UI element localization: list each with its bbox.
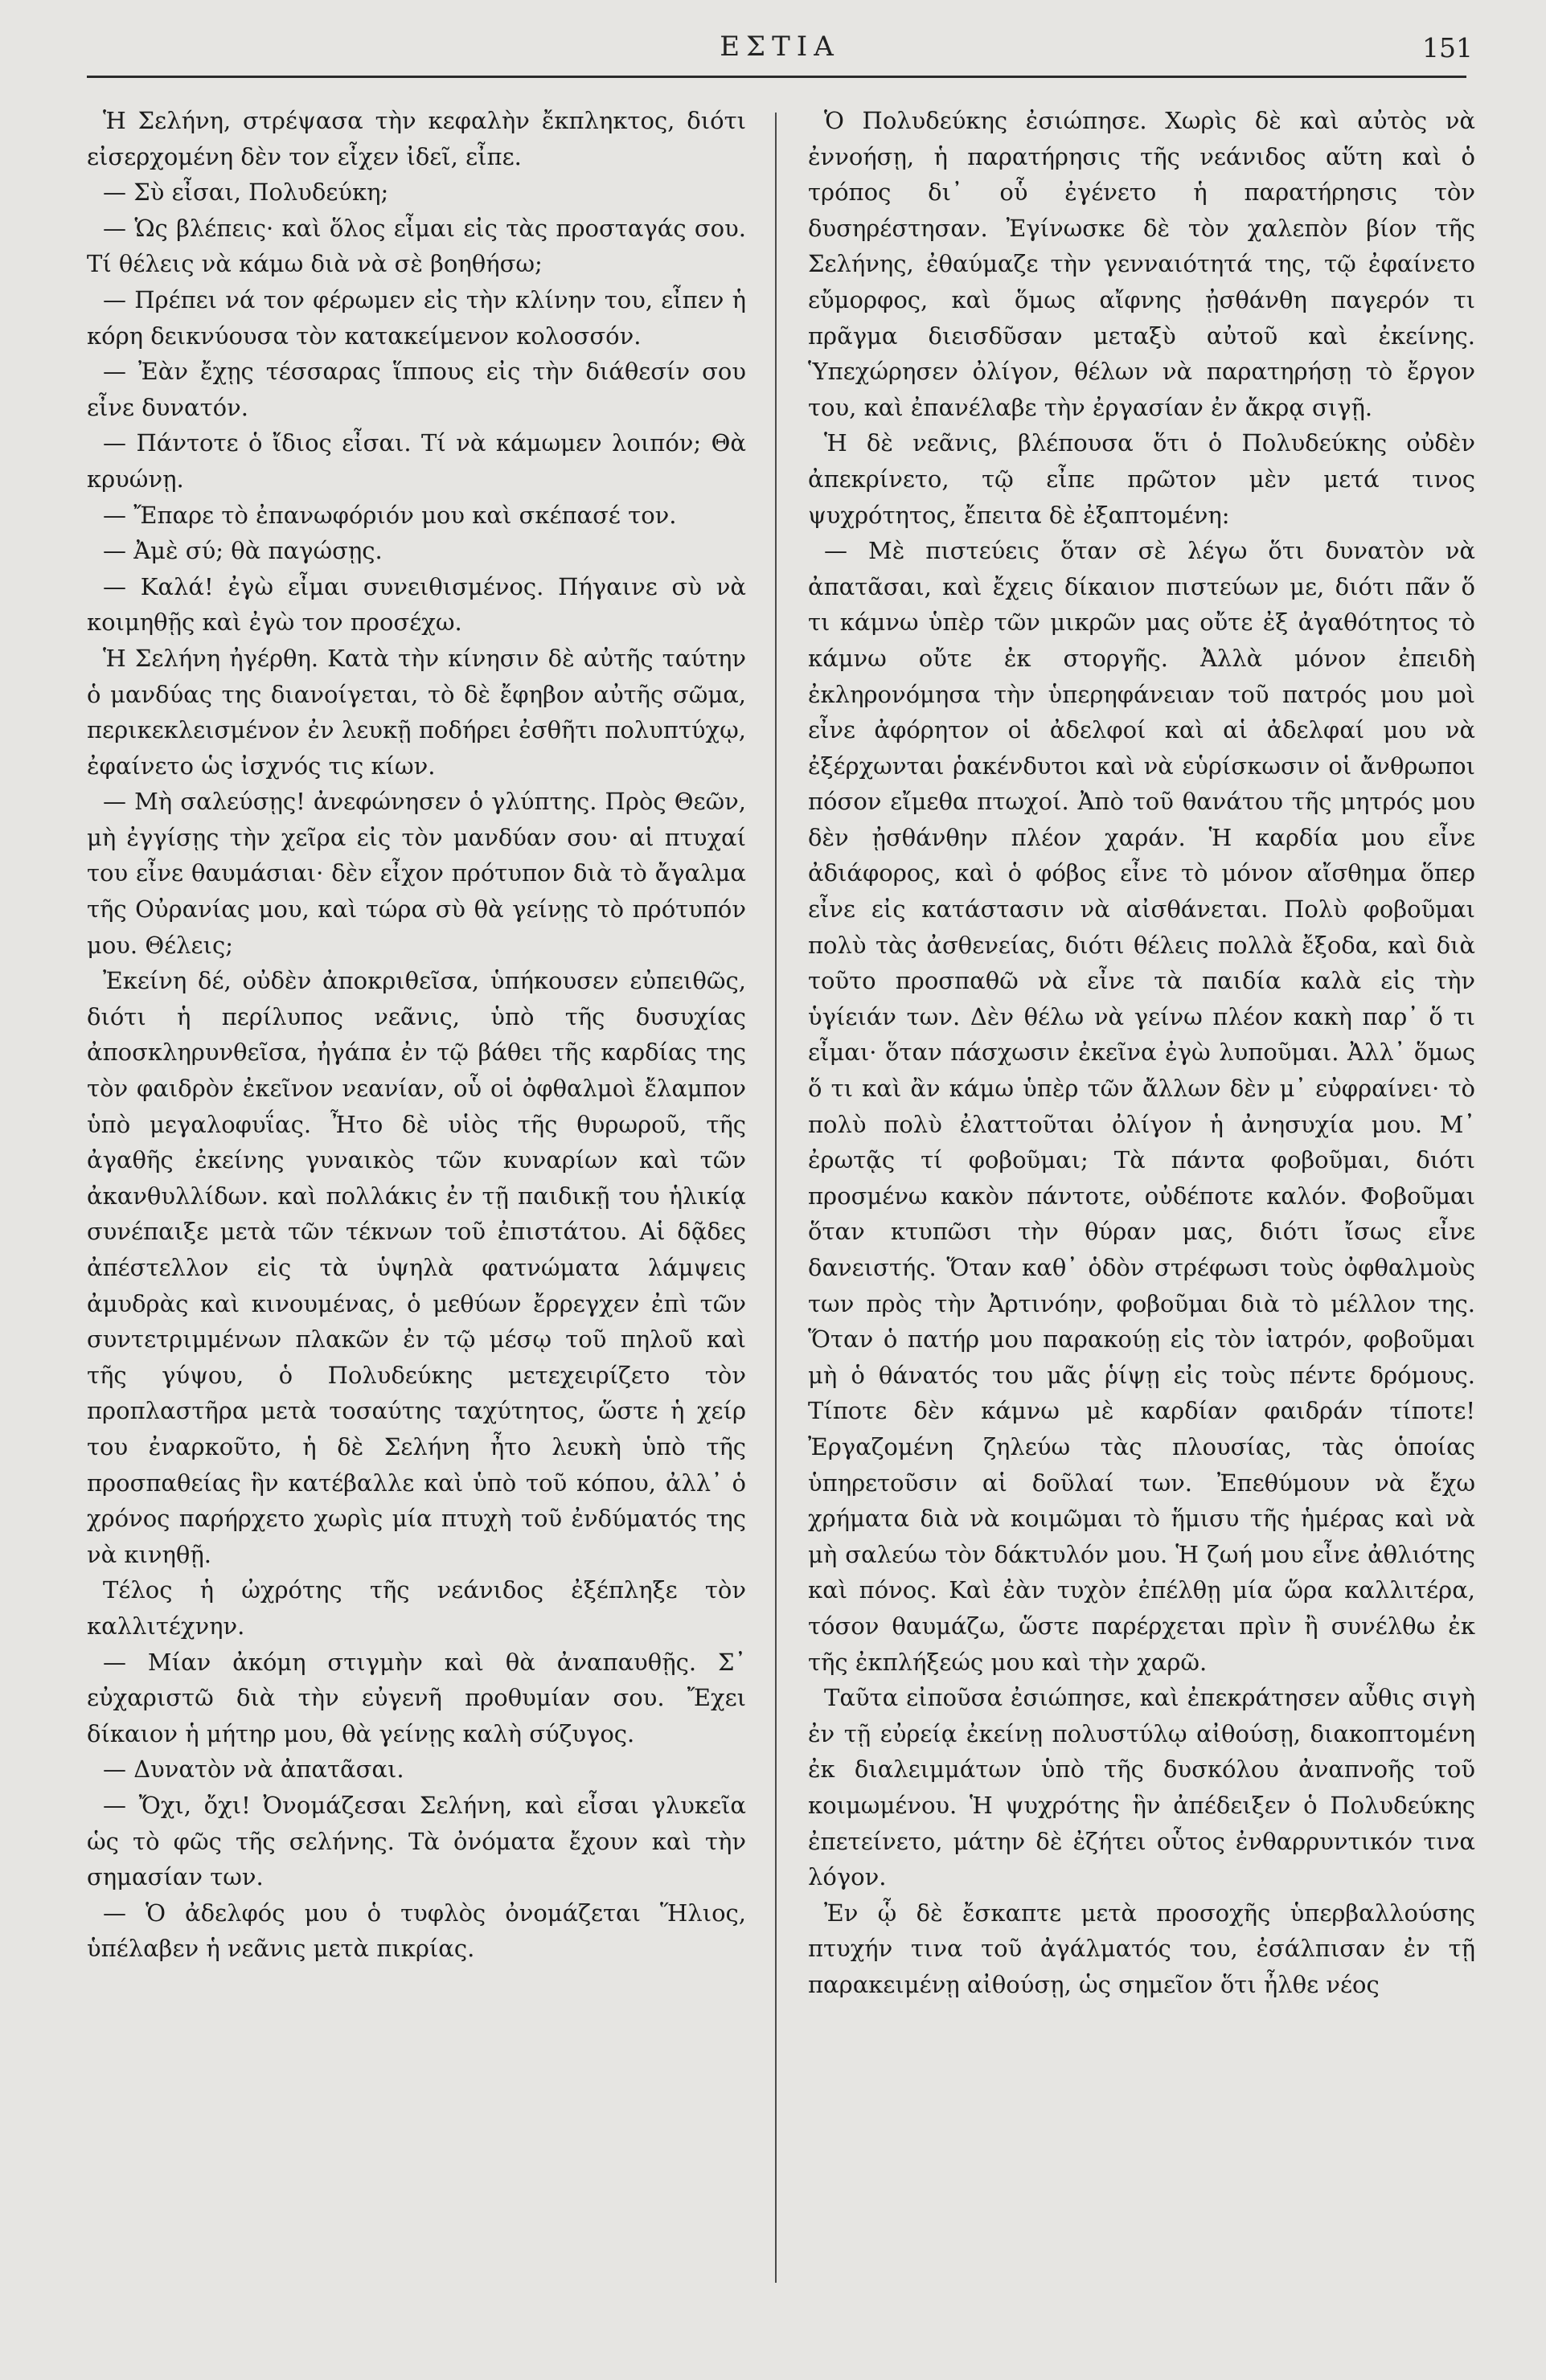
paragraph: Ἐν ᾧ δὲ ἔσκαπτε μετὰ προσοχῆς ὑπερβαλλούσης πτυχήν τινα τοῦ ἀγάλματός του, ἐσάλπισαν ἐν τῇ παρακειμένῃ αἰθούσῃ, ὡς σημεῖον ὅτι ἦλθε νέος (808, 1899, 1475, 1998)
paragraph: — Σὺ εἶσαι, Πολυδεύκη; (103, 178, 389, 207)
paragraph: Τέλος ἡ ὠχρότης τῆς νεάνιδος ἐξέπληξε τὸν καλλιτέχνην. (87, 1576, 746, 1640)
paragraph: — Πρέπει νά τον φέρωμεν εἰς τὴν κλίνην του, εἶπεν ἡ κόρη δεικνύουσα τὸν κατακείμενον κολοσσόν. (87, 285, 746, 350)
paragraph: Ταῦτα εἰποῦσα ἐσιώπησε, καὶ ἐπεκράτησεν αὖθις σιγὴ ἐν τῇ εὐρείᾳ ἐκείνῃ πολυστύλῳ αἰθούσῃ, διακοπτομένη ἐκ διαλειμμάτων ὑπὸ τῆς δυσκόλου ἀναπνοῆς τοῦ κοιμωμένου. Ἡ ψυχρότης ἣν ἀπέδειξεν ὁ Πολυδεύκης ἐπετείνετο, μάτην δὲ ἐζήτει οὗτος ἐνθαρρυντικόν τινα λόγον. (808, 1684, 1475, 1891)
header-rule (87, 76, 1466, 78)
paragraph: — Ἐὰν ἔχῃς τέσσαρας ἵππους εἰς τὴν διάθεσίν σου εἶνε δυνατόν. (87, 358, 746, 421)
paragraph: — Ὁ ἀδελφός μου ὁ τυφλὸς ὀνομάζεται Ἥλιος, ὑπέλαβεν ἡ νεᾶνις μετὰ πικρίας. (87, 1899, 746, 1963)
paragraph: Ἡ δὲ νεᾶνις, βλέπουσα ὅτι ὁ Πολυδεύκης οὐδὲν ἀπεκρίνετο, τῷ εἶπε πρῶτον μὲν μετά τινος ψυχρότητος, ἔπειτα δὲ ἐξαπτομένη: (808, 429, 1475, 529)
paragraph: — Ἔπαρε τὸ ἐπανωφόριόν μου καὶ σκέπασέ τον. (103, 501, 677, 529)
paragraph: — Δυνατὸν νὰ ἀπατᾶσαι. (103, 1755, 404, 1784)
left-column (87, 103, 746, 2345)
paragraph: Ἡ Σελήνη, στρέψασα τὴν κεφαλὴν ἔκπληκτος, διότι εἰσερχομένη δὲν τον εἶχεν ἰδεῖ, εἶπε. (87, 107, 746, 170)
paragraph: — Καλά! ἐγὼ εἶμαι συνειθισμένος. Πήγαινε σὺ νὰ κοιμηθῇς καὶ ἐγὼ τον προσέχω. (87, 572, 746, 637)
page-number: 151 (1422, 32, 1473, 63)
paragraph: — Ὡς βλέπεις· καὶ ὅλος εἶμαι εἰς τὰς προσταγάς σου. Τί θέλεις νὰ κάμω διὰ νὰ σὲ βοηθήσω; (87, 214, 746, 278)
paragraph: Ὁ Πολυδεύκης ἐσιώπησε. Χωρὶς δὲ καὶ αὐτὸς νὰ ἐννοήσῃ, ἡ παρατήρησις τῆς νεάνιδος αὕτη καὶ ὁ τρόπος δι᾽ οὗ ἐγένετο ἡ παρατήρησις τὸν δυσηρέστησαν. Ἐγίνωσκε δὲ τὸν χαλεπὸν βίον τῆς Σελήνης, ἐθαύμαζε τὴν γενναιότητά της, τῷ ἐφαίνετο εὔμορφος, καὶ ὅμως αἴφνης ᾐσθάνθη παγερόν τι πρᾶγμα διεισδῦσαν μεταξὺ αὐτοῦ καὶ ἐκείνης. Ὑπεχώρησεν ὀλίγον, θέλων νὰ παρατηρήσῃ τὸ ἔργον του, καὶ ἐπανέλαβε τὴν ἐργασίαν ἐν ἄκρᾳ σιγῇ. (808, 107, 1475, 421)
paragraph: — Πάντοτε ὁ ἴδιος εἶσαι. Τί νὰ κάμωμεν λοιπόν; Θὰ κρυώνῃ. (87, 429, 746, 493)
column-divider (775, 113, 777, 2283)
paragraph: — Ὄχι, ὄχι! Ὀνομάζεσαι Σελήνη, καὶ εἶσαι γλυκεῖα ὡς τὸ φῶς τῆς σελήνης. Τὰ ὀνόματα ἔχουν καὶ τὴν σημασίαν των. (87, 1791, 746, 1891)
page-header (80, 31, 1479, 71)
paragraph: — Μίαν ἀκόμη στιγμὴν καὶ θὰ ἀναπαυθῇς. Σ᾽ εὐχαριστῶ διὰ τὴν εὐγενῆ προθυμίαν σου. Ἔχει δίκαιον ἡ μήτηρ μου, θὰ γείνῃς καλὴ σύζυγος. (87, 1648, 746, 1747)
paragraph: — Ἀμὲ σύ; θὰ παγώσῃς. (103, 537, 383, 565)
paragraph: — Μὲ πιστεύεις ὅταν σὲ λέγω ὅτι δυνατὸν νὰ ἀπατᾶσαι, καὶ ἔχεις δίκαιον πιστεύων με, διότι πᾶν ὅ τι κάμνω ὑπὲρ τῶν μικρῶν μας οὔτε ἐξ ἀγαθότητος τὸ κάμνω οὔτε ἐκ στοργῆς. Ἀλλὰ μόνον ἐπειδὴ ἐκληρονόμησα τὴν ὑπερηφάνειαν τοῦ πατρός μου μοὶ εἶνε ἀφόρητον οἱ ἀδελφοί καὶ αἱ ἀδελφαί μου νὰ ἐξέρχωνται ῥακένδυτοι καὶ νὰ εὑρίσκωσιν οἱ ἄνθρωποι πόσον εἴμεθα πτωχοί. Ἀπὸ τοῦ θανάτου τῆς μητρός μου δὲν ᾐσθάνθην πλέον χαράν. Ἡ καρδία μου εἶνε ἀδιάφορος, καὶ ὁ φόβος εἶνε τὸ μόνον αἴσθημα ὅπερ εἶνε εἰς κατάστασιν νὰ αἰσθάνεται. Πολὺ φοβοῦμαι πολὺ τὰς ἀσθενείας, διότι θέλεις πολλὰ ἔξοδα, καὶ διὰ τοῦτο προσπαθῶ νὰ εἶνε τὰ παιδία καλὰ εἰς τὴν ὑγίειάν των. Δὲν θέλω νὰ γείνω πλέον κακὴ παρ᾽ ὅ τι εἶμαι· ὅταν πάσχωσιν ἐκεῖνα ἐγὼ λυποῦμαι. Ἀλλ᾽ ὅμως ὅ τι καὶ ἂν κάμω ὑπὲρ τῶν ἄλλων δὲν μ᾽ εὐφραίνει· τὸ πολὺ πολὺ ἐλαττοῦται ὀλίγον ἡ ἀνησυχία μου. Μ᾽ ἐρωτᾷς τί φοβοῦμαι; Τὰ πάντα φοβοῦμαι, διότι προσμένω κακὸν πάντοτε, οὐδέποτε καλόν. Φοβοῦμαι ὅταν κτυπῶσι τὴν θύραν μας, διότι ἴσως εἶνε δανειστής. Ὅταν καθ᾽ ὁδὸν στρέφωσι τοὺς ὀφθαλμοὺς των πρὸς τὴν Ἀρτινόην, φοβοῦμαι διὰ τὸ μέλλον της. Ὅταν ὁ πατήρ μου παρακούῃ εἰς τὸν ἰατρόν, φοβοῦμαι μὴ ὁ θάνατός του μᾶς ῥίψῃ εἰς τοὺς πέντε δρόμους. Τίποτε δὲν κάμνω μὲ καρδίαν φαιδράν τίποτε! Ἐργαζομένη ζηλεύω τὰς πλουσίας, τὰς ὁποίας ὑπηρετοῦσιν αἱ δοῦλαί των. Ἐπεθύμουν νὰ ἔχω χρήματα διὰ νὰ κοιμῶμαι τὸ ἥμισυ τῆς ἡμέρας καὶ νὰ μὴ σαλεύω τὸν δάκτυλόν μου. Ἡ ζωή μου εἶνε ἀθλιότης καὶ πόνος. Καὶ ἐὰν τυχὸν ἐπέλθῃ μία ὥρα καλλιτέρα, τόσον θαυμάζω, ὥστε παρέρχεται πρὶν ἢ συνέλθω ἐκ τῆς ἐκπλήξεώς μου καὶ τὴν χαρῶ. (808, 537, 1475, 1676)
right-column (808, 103, 1475, 2345)
journal-title: ΕΣΤΙΑ (720, 31, 840, 63)
paragraph: Ἡ Σελήνη ἠγέρθη. Κατὰ τὴν κίνησιν δὲ αὐτῆς ταύτην ὁ μανδύας της διανοίγεται, τὸ δὲ ἔφηβον αὐτῆς σῶμα, περικεκλεισμένον ἐν λευκῇ ποδήρει ἐσθῆτι πολυπτύχῳ, ἐφαίνετο ὡς ἰσχνός τις κίων. (87, 644, 746, 780)
paragraph: Ἐκείνη δέ, οὐδὲν ἀποκριθεῖσα, ὑπήκουσεν εὐπειθῶς, διότι ἡ περίλυπος νεᾶνις, ὑπὸ τῆς δυσυχίας ἀποσκληρυνθεῖσα, ἠγάπα ἐν τῷ βάθει τῆς καρδίας της τὸν φαιδρὸν ἐκεῖνον νεανίαν, οὗ οἱ ὀφθαλμοὶ ἔλαμπον ὑπὸ μεγαλοφυΐας. Ἦτο δὲ υἱὸς τῆς θυρωροῦ, τῆς ἀγαθῆς ἐκείνης γυναικὸς τῶν κυναρίων καὶ τῶν ἀκανθυλλίδων. καὶ πολλάκις ἐν τῇ παιδικῇ του ἡλικίᾳ συνέπαιξε μετὰ τῶν τέκνων τοῦ ἐπιστάτου. Αἱ δᾷδες ἀπέστελλον εἰς τὰ ὑψηλὰ φατνώματα λάμψεις ἀμυδρὰς καὶ κινουμένας, ὁ μεθύων ἔρρεγχεν ἐπὶ τῶν συντετριμμένων πλακῶν ἐν τῷ μέσῳ τοῦ πηλοῦ καὶ τῆς γύψου, ὁ Πολυδεύκης μετεχειρίζετο τὸν προπλαστῆρα μετὰ τοσαύτης ταχύτητος, ὥστε ἡ χείρ του ἐναρκοῦτο, ἡ δὲ Σελήνη ἦτο λευκὴ ὑπὸ τῆς προσπαθείας ἣν κατέβαλλε καὶ ὑπὸ τοῦ κόπου, ἀλλ᾽ ὁ χρόνος παρήρχετο χωρὶς μία πτυχὴ τοῦ ἐνδύματός της νὰ κινηθῇ. (87, 967, 746, 1568)
paragraph: — Μὴ σαλεύσῃς! ἀνεφώνησεν ὁ γλύπτης. Πρὸς Θεῶν, μὴ ἐγγίσῃς τὴν χεῖρα εἰς τὸν μανδύαν σου· αἱ πτυχαί του εἶνε θαυμάσιαι· δὲν εἶχον πρότυπον διὰ τὸ ἄγαλμα τῆς Οὐρανίας μου, καὶ τώρα σὺ θὰ γείνῃς τὸ πρότυπόν μου. Θέλεις; (87, 788, 746, 959)
